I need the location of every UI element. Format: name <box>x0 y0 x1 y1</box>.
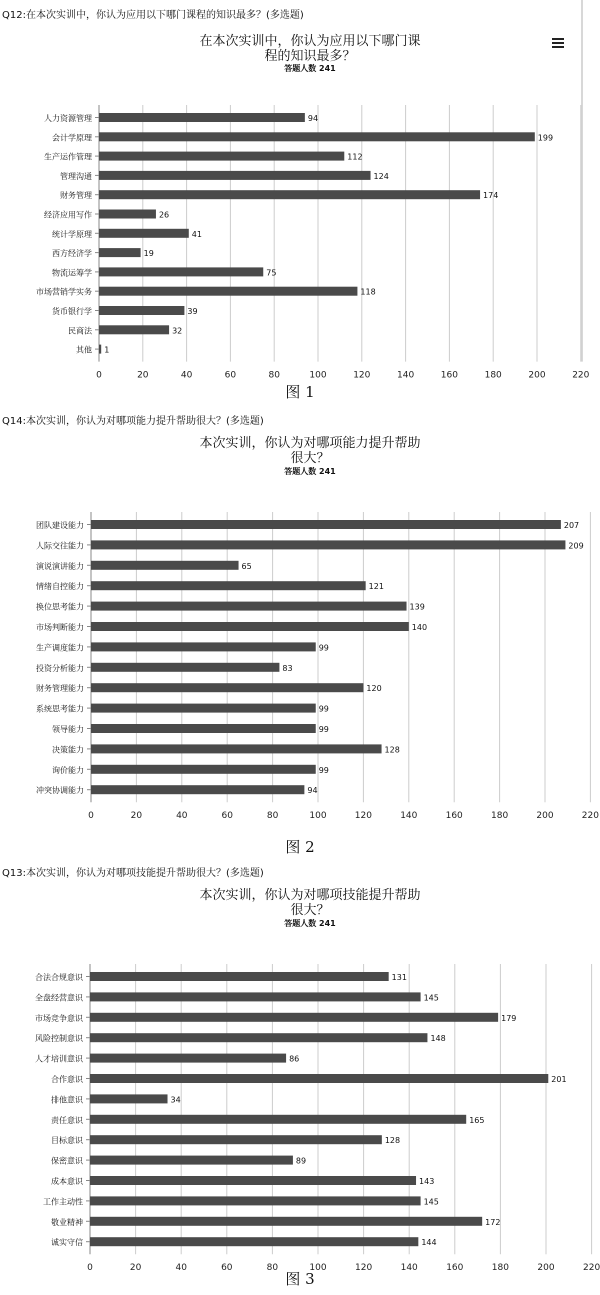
x-tick-label: 80 <box>266 1263 279 1274</box>
figure-caption: 图 3 <box>285 1270 315 1288</box>
category-label: 风险控制意识 <box>35 1034 83 1044</box>
category-label: 领导能力 <box>52 725 84 734</box>
data-label: 94 <box>307 114 319 123</box>
data-label: 128 <box>384 745 400 755</box>
bar <box>91 581 366 590</box>
data-label: 172 <box>485 1217 501 1227</box>
bar <box>99 171 371 180</box>
category-label: 演说演讲能力 <box>36 561 84 571</box>
bar <box>90 1217 482 1226</box>
category-label: 合作意识 <box>51 1075 83 1084</box>
category-label: 敬业精神 <box>51 1217 83 1227</box>
data-label: 32 <box>172 326 183 336</box>
bar <box>90 972 389 981</box>
category-label: 投资分析能力 <box>36 663 84 673</box>
bar <box>99 325 169 334</box>
data-label: 39 <box>187 307 198 316</box>
chart-subtitle: 答题人数 241 <box>284 64 336 73</box>
x-tick-label: 200 <box>537 1263 555 1274</box>
chart-title-line: 程的知识最多？ <box>264 49 356 64</box>
figure-caption: 图 1 <box>285 383 315 401</box>
x-tick-label: 120 <box>353 370 371 381</box>
data-label: 1 <box>104 345 110 355</box>
x-tick-label: 200 <box>536 811 554 822</box>
x-tick-label: 0 <box>96 370 102 381</box>
chart-subtitle: 答题人数 241 <box>284 919 336 928</box>
bar <box>90 1135 382 1144</box>
x-tick-label: 180 <box>491 811 509 822</box>
chart-title-line: 很大？ <box>290 451 330 466</box>
bar <box>99 132 535 141</box>
category-label: 成本意识 <box>51 1177 83 1186</box>
x-tick-label: 60 <box>221 811 233 822</box>
chart-title <box>160 436 460 466</box>
data-label: 94 <box>307 786 318 796</box>
bar <box>91 744 382 753</box>
data-label: 165 <box>469 1115 485 1125</box>
bar <box>91 602 407 611</box>
x-tick-label: 220 <box>581 811 599 822</box>
figure-caption: 图 2 <box>285 838 315 856</box>
category-label: 人才培训意识 <box>35 1054 83 1064</box>
data-label: 201 <box>551 1075 567 1084</box>
x-tick-label: 120 <box>354 811 372 822</box>
category-label: 市场营销学实务 <box>36 287 92 297</box>
bar <box>90 1237 418 1246</box>
bar <box>90 1196 421 1205</box>
x-tick-label: 20 <box>137 370 149 381</box>
bar <box>91 765 316 774</box>
bar <box>90 1115 466 1124</box>
bar <box>91 540 565 549</box>
data-label: 139 <box>409 602 425 612</box>
data-label: 19 <box>143 249 154 259</box>
x-tick-label: 120 <box>355 1263 373 1274</box>
bar <box>90 1156 293 1165</box>
bar-chart-1 <box>0 95 600 381</box>
bar <box>99 267 263 276</box>
category-label: 管理沟通 <box>60 171 92 181</box>
chart-title <box>160 34 460 64</box>
data-label: 145 <box>423 1197 439 1207</box>
data-label: 124 <box>373 171 389 181</box>
bar <box>90 1074 548 1083</box>
chart-title-line: 本次实训，你认为对哪项技能提升帮助 <box>199 888 421 903</box>
category-label: 民商法 <box>68 326 92 336</box>
data-label: 86 <box>289 1054 300 1064</box>
x-tick-label: 100 <box>309 811 327 822</box>
bar <box>91 622 409 631</box>
data-label: 75 <box>266 268 277 278</box>
category-label: 人力资源管理 <box>44 114 92 123</box>
bar <box>99 248 141 257</box>
category-label: 全盘经营意识 <box>35 993 83 1003</box>
data-label: 65 <box>241 561 252 571</box>
category-label: 其他 <box>76 345 92 355</box>
category-label: 西方经济学 <box>52 249 92 259</box>
bar <box>90 1033 427 1042</box>
question-text-q12: Q12:在本次实训中，你认为应用以下哪门课程的知识最多？(多选题) <box>2 10 304 21</box>
chart-title-line: 在本次实训中，你认为应用以下哪门课 <box>199 34 421 49</box>
chart-subtitle: 答题人数 241 <box>284 467 336 476</box>
x-tick-label: 160 <box>446 1263 464 1274</box>
question-text-q14: Q14:本次实训，你认为对哪项能力提升帮助很大？(多选题) <box>2 416 264 427</box>
category-label: 冲突协调能力 <box>36 786 84 796</box>
category-label: 系统思考能力 <box>36 704 84 714</box>
bar <box>90 1094 168 1103</box>
x-tick-label: 40 <box>176 811 188 822</box>
data-label: 121 <box>368 582 384 592</box>
category-label: 情绪自控能力 <box>36 582 84 592</box>
category-label: 会计学原理 <box>52 133 92 143</box>
x-tick-label: 40 <box>180 370 193 381</box>
bar <box>91 561 239 570</box>
data-label: 148 <box>430 1034 446 1044</box>
x-tick-label: 40 <box>175 1263 187 1274</box>
bar <box>90 992 421 1001</box>
category-label: 货币银行学 <box>52 307 92 316</box>
data-label: 209 <box>568 541 584 551</box>
bar <box>99 345 101 354</box>
x-tick-label: 0 <box>87 1263 93 1274</box>
category-label: 人际交往能力 <box>36 541 84 551</box>
data-label: 83 <box>282 663 293 673</box>
category-label: 目标意识 <box>51 1136 83 1146</box>
bar <box>91 704 316 713</box>
data-label: 89 <box>295 1156 307 1166</box>
data-label: 199 <box>537 133 554 143</box>
category-label: 诚实守信 <box>51 1238 83 1248</box>
category-label: 询价能力 <box>52 765 84 775</box>
bar <box>99 113 305 122</box>
x-tick-label: 100 <box>309 1263 327 1274</box>
question-text-q13: Q13:本次实训，你认为对哪项技能提升帮助很大？(多选题) <box>2 868 264 879</box>
x-tick-label: 220 <box>572 370 590 381</box>
category-label: 合法合规意识 <box>35 973 83 982</box>
x-tick-label: 160 <box>440 370 458 381</box>
data-label: 131 <box>391 973 407 982</box>
bar <box>99 229 189 238</box>
category-label: 市场判断能力 <box>36 623 84 632</box>
category-label: 生产调度能力 <box>36 643 84 653</box>
data-label: 99 <box>318 643 329 653</box>
bar <box>90 1054 286 1063</box>
data-label: 179 <box>501 1013 517 1023</box>
bar-chart-3 <box>0 958 600 1274</box>
x-tick-label: 60 <box>224 370 237 381</box>
bar <box>99 287 357 296</box>
bar <box>91 642 316 651</box>
chart-title <box>160 888 460 918</box>
x-tick-label: 60 <box>221 1263 233 1274</box>
data-label: 145 <box>423 993 439 1003</box>
bar <box>99 190 480 199</box>
bar <box>90 1013 498 1022</box>
x-tick-label: 180 <box>484 370 502 381</box>
x-tick-label: 80 <box>266 811 279 822</box>
bar <box>99 306 184 315</box>
hamburger-menu-icon[interactable] <box>552 38 564 48</box>
data-label: 118 <box>360 287 376 297</box>
data-label: 112 <box>347 152 363 162</box>
x-tick-label: 160 <box>445 811 463 822</box>
data-label: 26 <box>158 210 170 220</box>
bar <box>90 1176 416 1185</box>
bar <box>91 663 279 672</box>
data-label: 140 <box>411 623 428 632</box>
x-tick-label: 140 <box>400 1263 418 1274</box>
category-label: 财务管理能力 <box>36 684 84 694</box>
x-tick-label: 140 <box>397 370 415 381</box>
x-tick-label: 100 <box>309 370 327 381</box>
data-label: 99 <box>318 725 329 734</box>
x-tick-label: 20 <box>129 1263 142 1274</box>
data-label: 207 <box>563 521 580 530</box>
data-label: 41 <box>191 229 202 239</box>
category-label: 市场竞争意识 <box>35 1013 83 1023</box>
bar <box>91 724 316 733</box>
x-tick-label: 80 <box>268 370 280 381</box>
category-label: 工作主动性 <box>43 1197 83 1207</box>
data-label: 128 <box>384 1136 401 1146</box>
category-label: 决策能力 <box>52 745 84 755</box>
bar <box>99 210 156 219</box>
data-label: 120 <box>366 684 382 694</box>
x-tick-label: 20 <box>130 811 143 822</box>
category-label: 排他意识 <box>51 1095 83 1105</box>
category-label: 财务管理 <box>60 191 92 201</box>
category-label: 换位思考能力 <box>36 602 84 612</box>
x-tick-label: 220 <box>583 1263 600 1274</box>
chart-title-line: 本次实训，你认为对哪项能力提升帮助 <box>199 436 421 451</box>
bar <box>91 520 561 529</box>
data-label: 34 <box>170 1095 181 1105</box>
bar <box>91 785 304 794</box>
bar <box>99 152 344 161</box>
x-tick-label: 180 <box>491 1263 509 1274</box>
bar <box>91 683 363 692</box>
category-label: 生产运作管理 <box>44 152 92 162</box>
category-label: 保密意识 <box>51 1156 83 1166</box>
category-label: 统计学原理 <box>52 229 92 239</box>
data-label: 174 <box>483 191 499 201</box>
category-label: 物流运筹学 <box>52 268 92 278</box>
category-label: 经济应用写作 <box>44 210 92 220</box>
chart-title-line: 很大？ <box>290 903 330 918</box>
data-label: 99 <box>318 704 329 714</box>
data-label: 99 <box>318 765 329 775</box>
data-label: 143 <box>419 1177 435 1186</box>
x-tick-label: 140 <box>400 811 418 822</box>
data-label: 144 <box>421 1238 437 1248</box>
x-tick-label: 0 <box>88 811 94 822</box>
category-label: 团队建设能力 <box>36 521 84 530</box>
bar-chart-2 <box>0 508 600 820</box>
category-label: 责任意识 <box>51 1115 83 1125</box>
x-tick-label: 200 <box>528 370 546 381</box>
